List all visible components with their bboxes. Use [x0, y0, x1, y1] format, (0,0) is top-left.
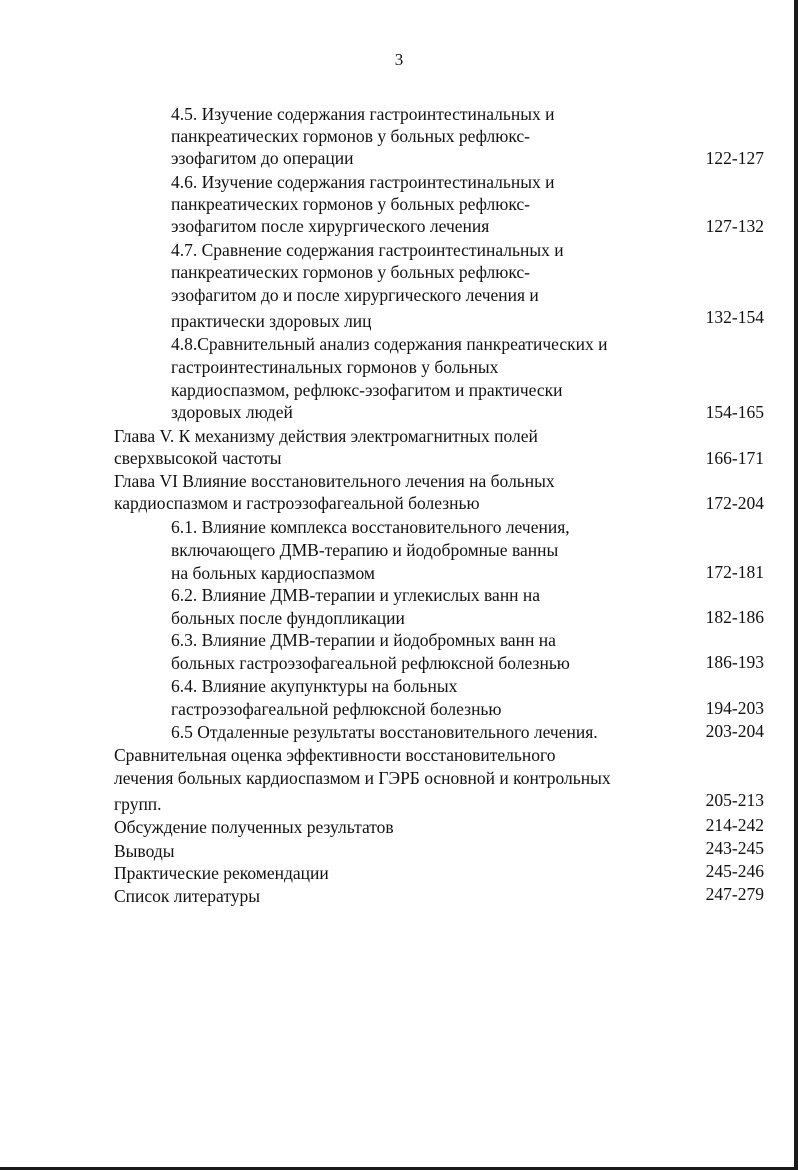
toc-page-number: 172-181 — [705, 562, 764, 582]
toc-page-number: 127-132 — [705, 216, 764, 236]
toc-line: гастроэзофагеальной рефлюксной болезнью — [171, 699, 502, 719]
page-number: 3 — [394, 50, 404, 69]
toc-page-number: 247-279 — [705, 884, 764, 904]
toc-chapter-line: Глава VI Влияние восстановительного лечения на больных — [114, 471, 555, 491]
toc-line: больных гастроэзофагеальной рефлюксной болезнью — [171, 653, 570, 673]
toc-line: 6.5 Отдаленные результаты восстановительного лечения. — [171, 722, 598, 742]
toc-line: практически здоровых лиц — [171, 311, 372, 331]
toc-line: 4.5. Изучение содержания гастроинтестинальных и — [171, 104, 555, 124]
toc-line: 4.8.Сравнительный анализ содержания панкреатических и — [171, 334, 608, 354]
toc-chapter-line: Глава V. К механизму действия электромагнитных полей — [114, 426, 538, 446]
toc-line: панкреатических гормонов у больных рефлюкс- — [171, 194, 530, 214]
toc-chapter-line: групп. — [114, 794, 162, 814]
toc-page-number: 122-127 — [705, 148, 764, 168]
toc-page-number: 172-204 — [705, 493, 764, 513]
toc-chapter-line: сверхвысокой частоты — [114, 448, 282, 468]
toc-page-number: 182-186 — [705, 607, 764, 627]
toc-line: эзофагитом до и после хирургического лечения и — [171, 285, 539, 305]
toc-line: на больных кардиоспазмом — [171, 563, 376, 583]
toc-page-number: 166-171 — [705, 448, 764, 468]
toc-chapter-line: Практические рекомендации — [114, 863, 329, 883]
toc-page-number: 194-203 — [705, 698, 764, 718]
toc-line: кардиоспазмом, рефлюкс-эзофагитом и практически — [171, 380, 563, 400]
toc-page-number: 132-154 — [705, 307, 764, 327]
toc-page-number: 186-193 — [705, 652, 764, 672]
toc-line: 6.2. Влияние ДМВ-терапии и углекислых ванн на — [171, 585, 541, 605]
toc-line: 6.3. Влияние ДМВ-терапии и йодобромных ванн на — [171, 630, 556, 650]
toc-line: эзофагитом после хирургического лечения — [171, 216, 490, 236]
toc-page-number: 243-245 — [705, 838, 764, 858]
toc-line: эзофагитом до операции — [171, 148, 354, 168]
toc-line: панкреатических гормонов у больных рефлюкс- — [171, 126, 530, 146]
toc-chapter-line: кардиоспазмом и гастроэзофагеальной болезнью — [114, 493, 480, 513]
toc-chapter-line: Обсуждение полученных результатов — [114, 817, 394, 837]
toc-chapter-line: Выводы — [114, 841, 175, 861]
toc-page-number: 205-213 — [705, 790, 764, 810]
toc-chapter-line: Сравнительная оценка эффективности восстановительного — [114, 745, 556, 765]
toc-line: больных после фундопликации — [171, 608, 405, 628]
toc-page-number: 245-246 — [705, 861, 764, 881]
scan-edge-right — [794, 0, 798, 1170]
toc-line: 6.1. Влияние комплекса восстановительного лечения, — [171, 517, 570, 537]
toc-line: 4.7. Сравнение содержания гастроинтестинальных и — [171, 240, 564, 260]
toc-line: здоровых людей — [171, 402, 293, 422]
toc-line: 4.6. Изучение содержания гастроинтестинальных и — [171, 172, 555, 192]
toc-line: гастроинтестинальных гормонов у больных — [171, 357, 499, 377]
toc-page-number: 203-204 — [705, 721, 764, 741]
toc-page-number: 214-242 — [705, 815, 764, 835]
toc-chapter-line: Список литературы — [114, 886, 261, 906]
toc-line: 6.4. Влияние акупунктуры на больных — [171, 676, 458, 696]
toc-line: панкреатических гормонов у больных рефлюкс- — [171, 262, 530, 282]
toc-line: включающего ДМВ-терапию и йодобромные ванны — [171, 540, 559, 560]
toc-chapter-line: лечения больных кардиоспазмом и ГЭРБ основной и контрольных — [114, 768, 611, 788]
toc-page-number: 154-165 — [705, 402, 764, 422]
